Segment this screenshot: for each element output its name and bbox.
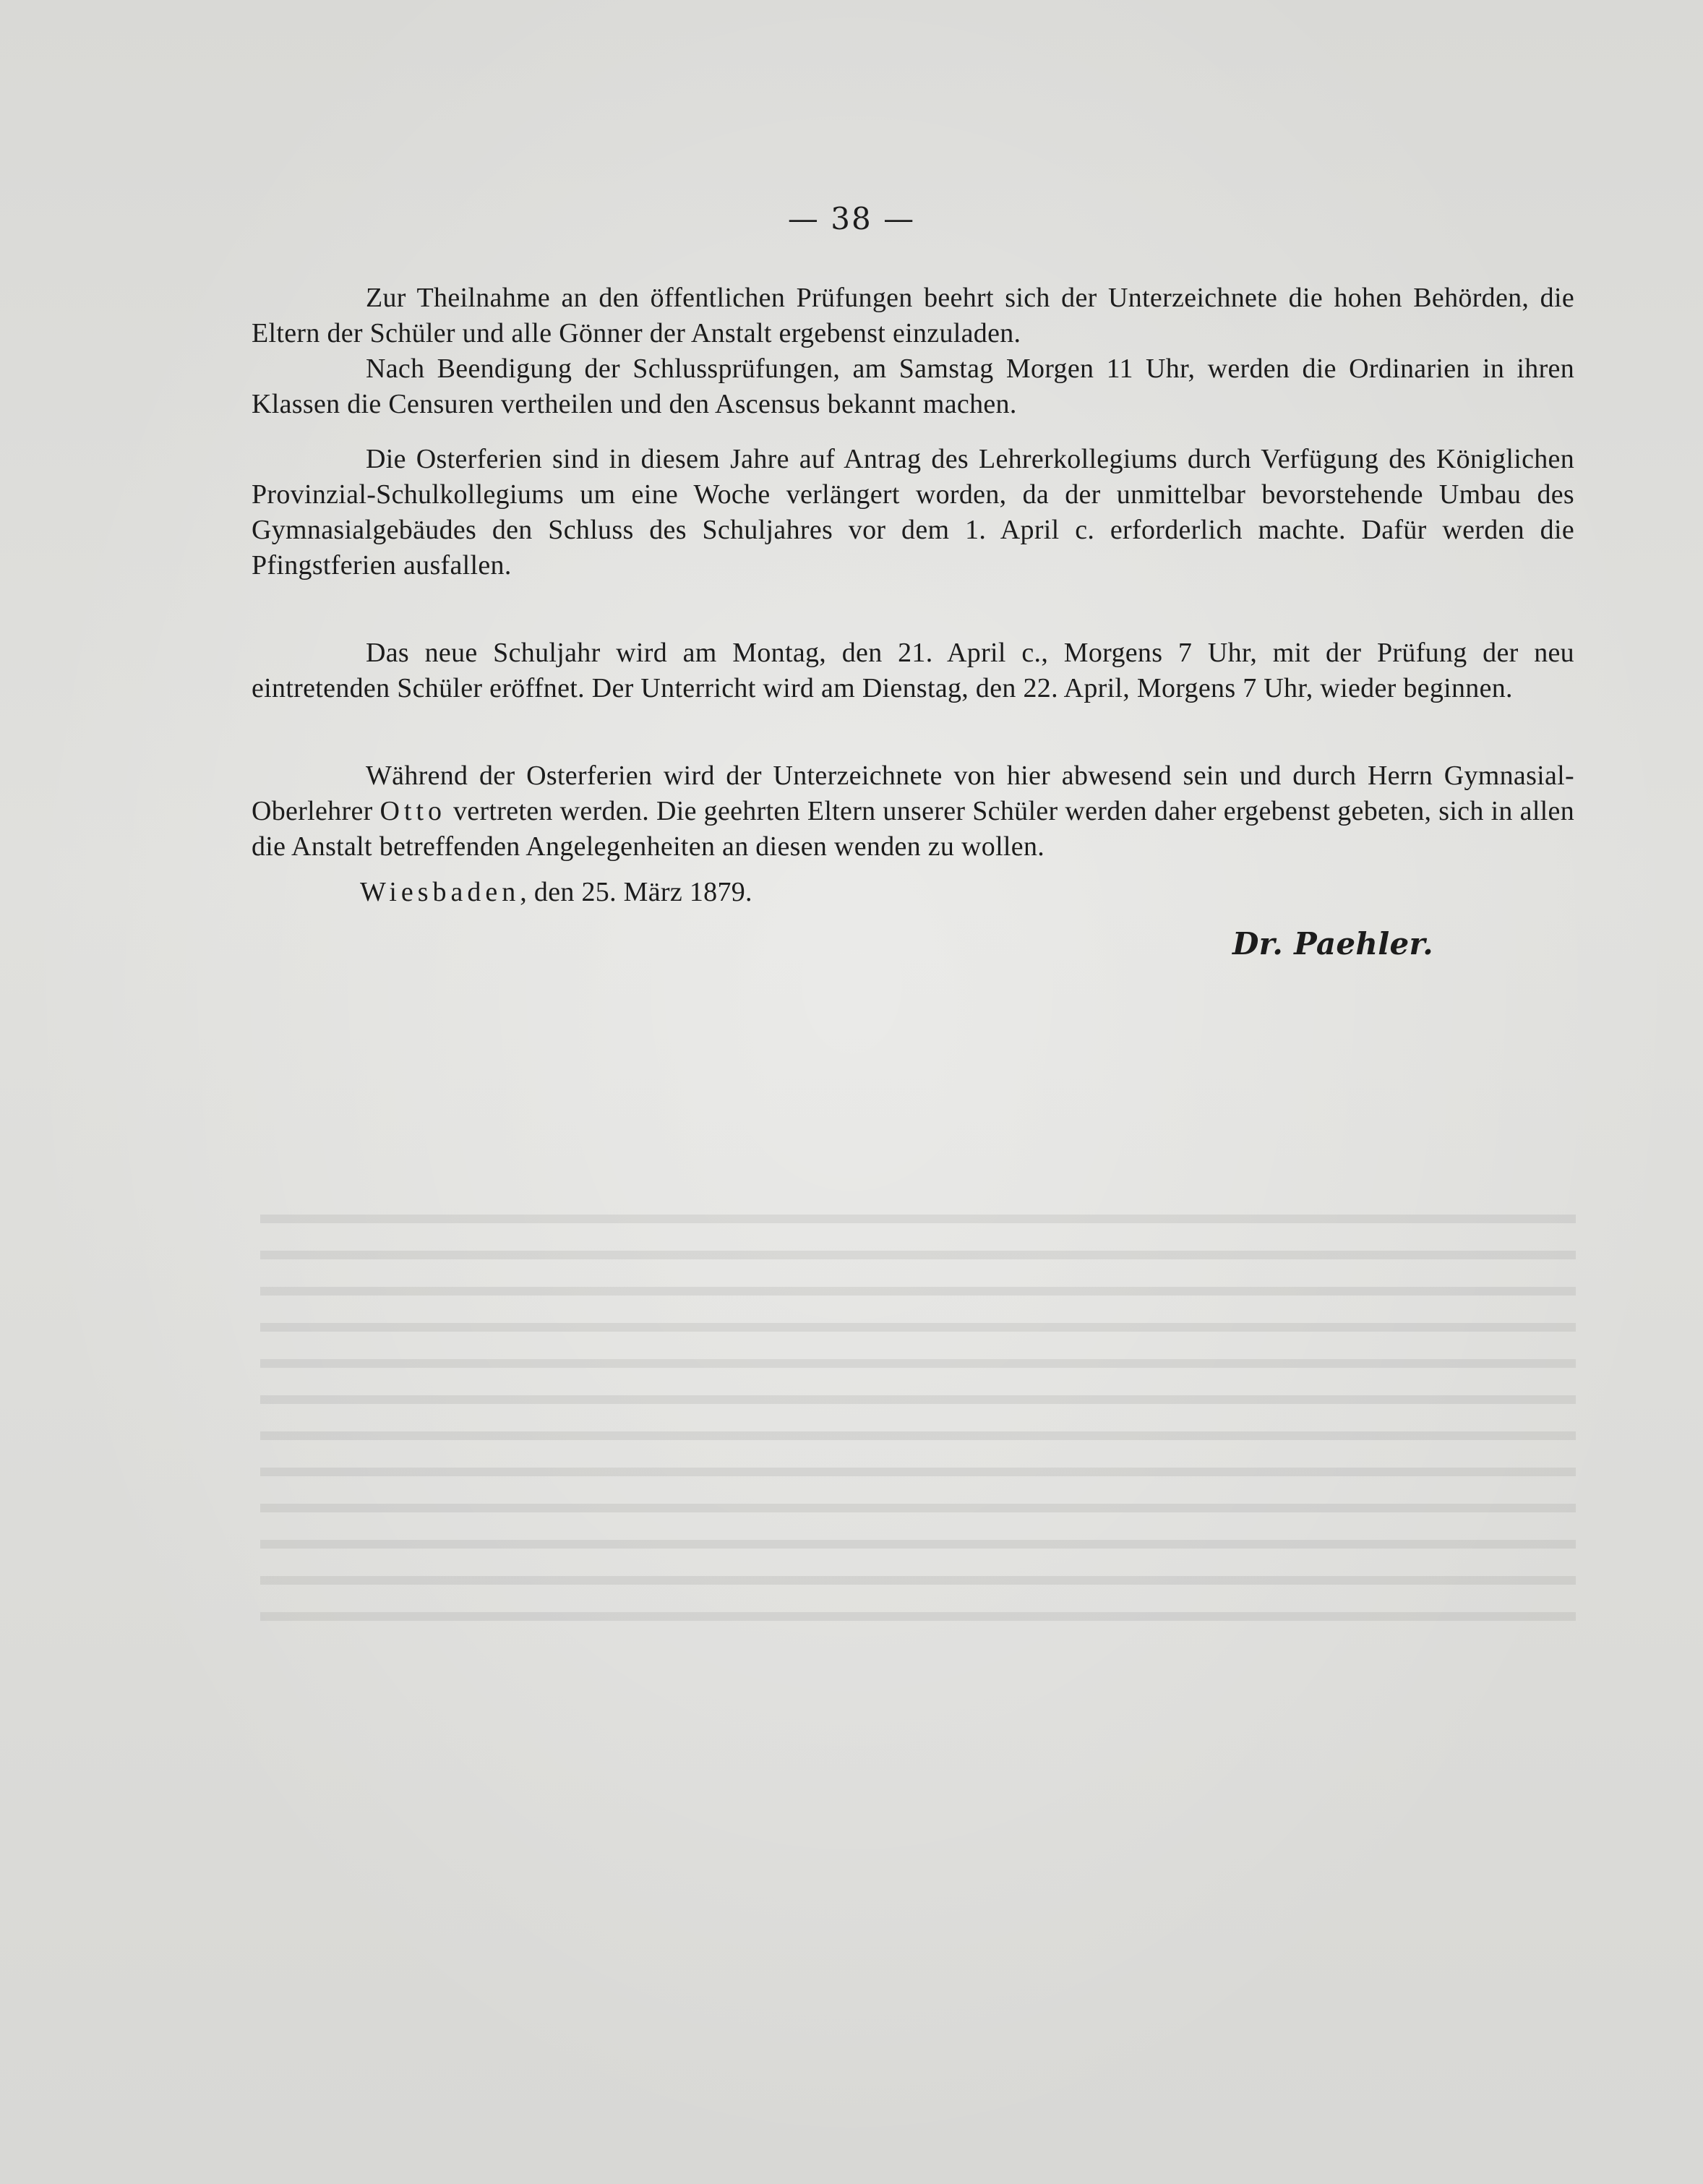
paragraph-invitation: Zur Theilnahme an den öffentlichen Prüfungen beehrt sich der Unterzeichnete die hohen Behörden, die Eltern der Schüler und alle Gönner der Anstalt ergebenst einzuladen. [252, 283, 1574, 348]
paragraph-easter-holidays: Die Osterferien sind in diesem Jahre auf Antrag des Lehrerkollegiums durch Verfügung des Königlichen Provinzial-Schulkollegiums um eine Woche verlängert worden, da der unmittelbar bevorstehende Umbau des Gymnasialgebäudes den Schluss des Schuljahres vor dem 1. April c. erforderlich machte. Dafür werden die Pfingstferien ausfallen. [252, 444, 1574, 581]
substitute-name: Otto [379, 796, 447, 826]
paragraph-new-school-year: Das neue Schuljahr wird am Montag, den 21. April c., Morgens 7 Uhr, mit der Prüfung der neu eintretenden Schüler eröffnet. Der Unterricht wird am Dienstag, den 22. April, Morgens 7 Uhr, wieder beginnen. [252, 638, 1574, 703]
page-number: — 38 — [787, 201, 916, 236]
dateline-place: Wiesbaden [360, 877, 520, 907]
signature: Dr. Paehler. [1232, 926, 1433, 962]
reverse-side-bleed-through [260, 1215, 1576, 1865]
paragraph-substitute [252, 758, 1574, 865]
paragraph-substitute-after: vertreten werden. Die geehrten Eltern unserer Schüler werden daher ergebenst gebeten, sich in allen die Anstalt betreffenden Angelegenheiten an diesen wenden zu wollen. [252, 796, 1574, 862]
document-body [252, 281, 1574, 962]
paragraph-substitute-before: Während der Osterferien wird der Unterzeichnete von hier abwesend sein und durch Herrn Gymnasial-Oberlehrer [252, 761, 1574, 826]
dateline [252, 875, 1574, 910]
paragraph-censures: Nach Beendigung der Schlussprüfungen, am Samstag Morgen 11 Uhr, werden die Ordinarien in ihren Klassen die Censuren vertheilen und den Ascensus bekannt machen. [252, 354, 1574, 419]
dateline-date: , den 25. März 1879. [520, 877, 752, 907]
